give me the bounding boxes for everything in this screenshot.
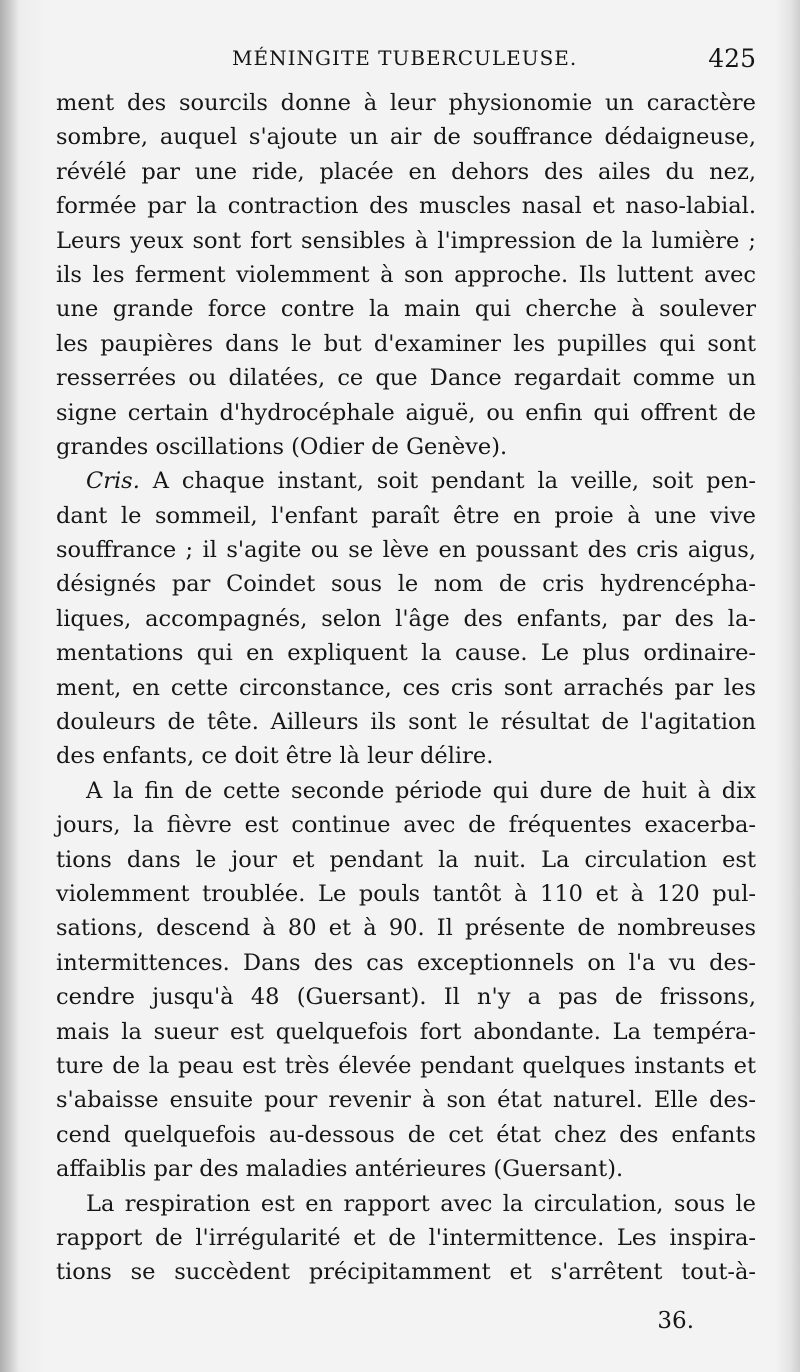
text-line: une grande force contre la main qui cherche à soulever	[56, 296, 756, 323]
text-line: ils les ferment violemment à son approche. Ils luttent avec	[56, 261, 756, 288]
text-line: s'abaisse ensuite pour revenir à son état naturel. Elle des-	[56, 1087, 756, 1114]
text-line-cris	[56, 464, 756, 498]
text-line: Leurs yeux sont fort sensibles à l'impression de la lumière ;	[56, 227, 756, 254]
text-line: formée par la contraction des muscles nasal et naso-labial.	[56, 193, 756, 220]
text-line: resserrées ou dilatées, ce que Dance regardait comme un	[56, 365, 756, 392]
text-line: les paupières dans le but d'examiner les pupilles qui sont	[56, 330, 756, 357]
text-line: dant le sommeil, l'enfant paraît être en proie à une vive	[56, 502, 756, 529]
text-line: La respiration est en rapport avec la circulation, sous le	[86, 1190, 756, 1217]
text-line: souffrance ; il s'agite ou se lève en poussant des cris aigus,	[56, 537, 756, 564]
text-line: sombre, auquel s'ajoute un air de souffrance dédaigneuse,	[56, 124, 756, 151]
text-line: mais la sueur est quelquefois fort abondante. La tempéra-	[56, 1018, 756, 1045]
text-line: cend quelquefois au-dessous de cet état chez des enfants	[56, 1121, 756, 1148]
text-line: mentations qui en expliquent la cause. Le plus ordinaire-	[56, 640, 756, 667]
text-line: sations, descend à 80 et à 90. Il présente de nombreuses	[56, 915, 756, 942]
binding-shadow	[0, 0, 20, 1372]
cris-heading: Cris.	[86, 468, 140, 495]
text-line: liques, accompagnés, selon l'âge des enfants, par des la-	[56, 605, 756, 632]
signature-mark: 36.	[657, 1308, 694, 1334]
text-line: tions dans le jour et pendant la nuit. La circulation est	[56, 846, 756, 873]
body-text	[56, 86, 756, 1290]
text-line: rapport de l'irrégularité et de l'intermittence. Les inspira-	[56, 1224, 756, 1251]
text-line: jours, la fièvre est continue avec de fréquentes exacerba-	[56, 812, 756, 839]
text-line: intermittences. Dans des cas exceptionnels on l'a vu des-	[56, 949, 756, 976]
text-line-cris-content: A chaque instant, soit pendant la veille, soit pen-	[152, 468, 756, 495]
text-line: affaiblis par des maladies antérieures (Guersant).	[56, 1156, 624, 1183]
running-title: MÉNINGITE TUBERCULEUSE.	[232, 46, 578, 70]
text-line: ment, en cette circonstance, ces cris sont arrachés par les	[56, 674, 756, 701]
text-line: A la fin de cette seconde période qui dure de huit à dix	[86, 777, 756, 804]
text-line: désignés par Coindet sous le nom de cris hydrencépha-	[56, 571, 756, 598]
text-line: signe certain d'hydrocéphale aiguë, ou enfin qui offrent de	[56, 399, 756, 426]
text-line: tions se succèdent précipitamment et s'arrêtent tout-à-	[56, 1259, 756, 1286]
text-line: douleurs de tête. Ailleurs ils sont le résultat de l'agitation	[56, 709, 756, 736]
page-number: 425	[708, 44, 756, 73]
text-line: cendre jusqu'à 48 (Guersant). Il n'y a pas de frissons,	[56, 984, 756, 1011]
page-footer	[56, 1308, 756, 1340]
text-line: grandes oscillations (Odier de Genève).	[56, 433, 508, 460]
text-line: ment des sourcils donne à leur physionomie un caractère	[56, 90, 756, 116]
text-line: violemment troublée. Le pouls tantôt à 110 et à 120 pul-	[56, 880, 756, 907]
text-line: des enfants, ce doit être là leur délire.	[56, 743, 494, 770]
page-header	[56, 46, 756, 78]
text-line: révélé par une ride, placée en dehors des ailes du nez,	[56, 158, 756, 185]
text-line: ture de la peau est très élevée pendant quelques instants et	[56, 1052, 756, 1079]
